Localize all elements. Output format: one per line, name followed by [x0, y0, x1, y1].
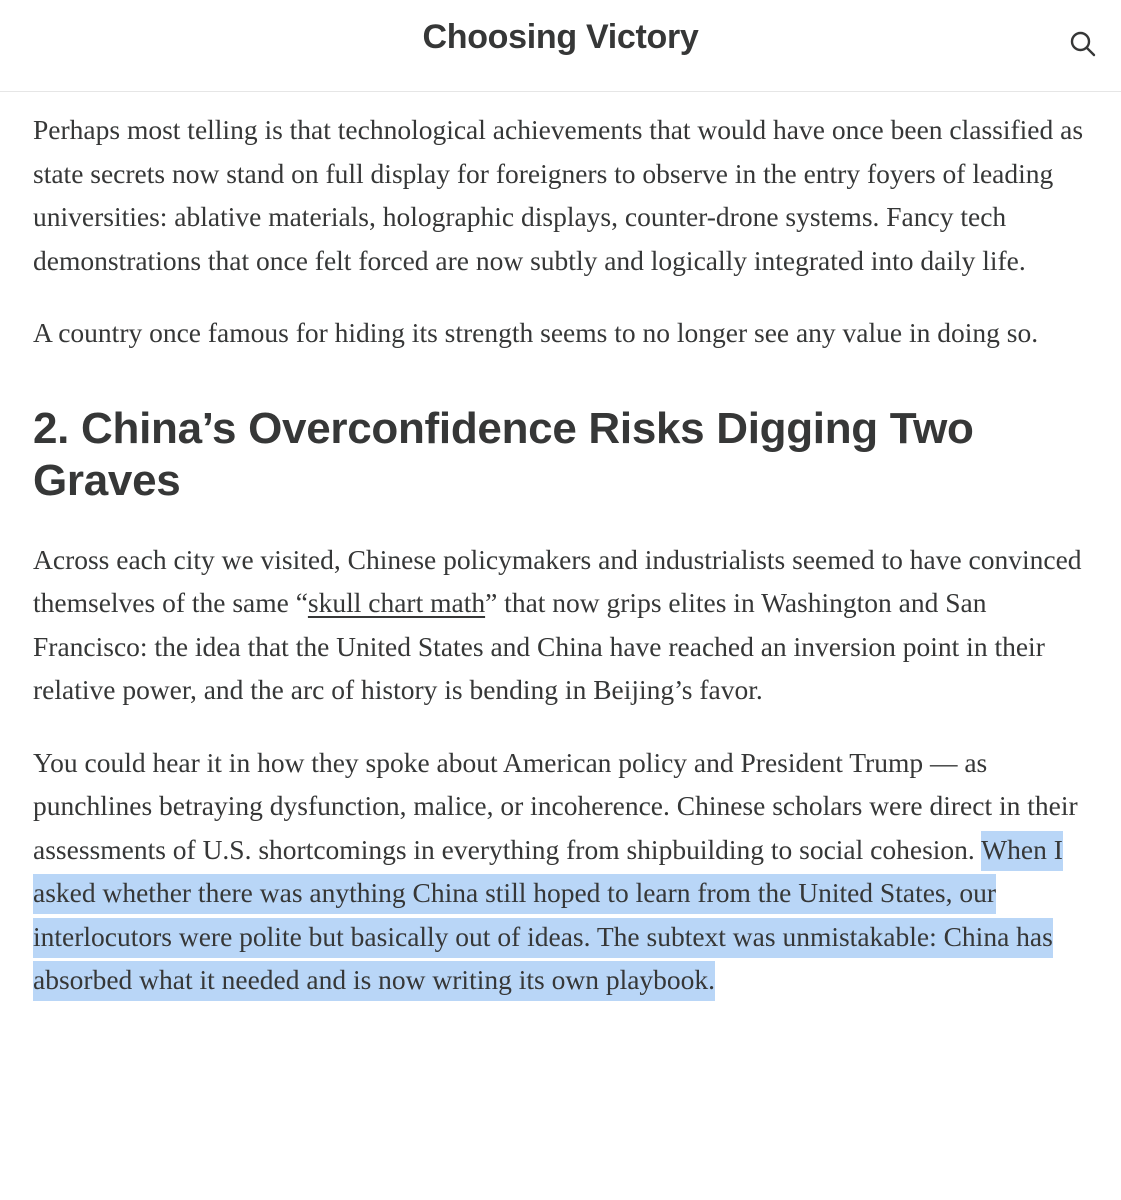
selected-text-highlight[interactable]: When I asked whether there was anything China still hoped to learn from the United States, our interlocutors were polite but basically out of ideas. The subtext was unmistakable: China has absorbed what it needed and is now writing its own playbook.	[33, 831, 1063, 1002]
publication-title[interactable]: Choosing Victory	[422, 18, 699, 56]
top-bar	[0, 0, 1121, 92]
paragraph-text: ” that now grips elites in Washington and San Francisco: the idea that the United States and China have reached an inversion point in their relative power, and the arc of history is bending in Beijing’s favor.	[33, 587, 1045, 705]
search-icon	[1069, 30, 1097, 58]
paragraph-skull-chart	[33, 538, 1093, 712]
skull-chart-math-link[interactable]: skull chart math	[307, 587, 486, 618]
paragraph-hiding-strength: A country once famous for hiding its strength seems to no longer see any value in doing so.	[33, 317, 1039, 348]
paragraph-text: Across each city we visited, Chinese policymakers and industrialists seemed to have convinced themselves of the same “	[33, 543, 1082, 618]
article-body	[33, 108, 1093, 1031]
section-heading: 2. China’s Overconfidence Risks Digging Two Graves	[33, 403, 974, 505]
paragraph-american-policy	[33, 741, 1093, 1002]
paragraph-text: You could hear it in how they spoke about American policy and President Trump — as punchlines betraying dysfunction, malice, or incoherence. Chinese scholars were direct in their assessments of U.S. shortcomings in everything from shipbuilding to social cohesion.	[33, 746, 1078, 865]
paragraph-tech-display: Perhaps most telling is that technological achievements that would have once been classified as state secrets now stand on full display for foreigners to observe in the entry foyers of leading universities: ablative materials, holographic displays, counter-drone systems. Fancy tech demonstrations that once felt forced are now subtly and logically integrated into daily life.	[33, 114, 1084, 276]
search-button[interactable]	[1063, 24, 1103, 64]
